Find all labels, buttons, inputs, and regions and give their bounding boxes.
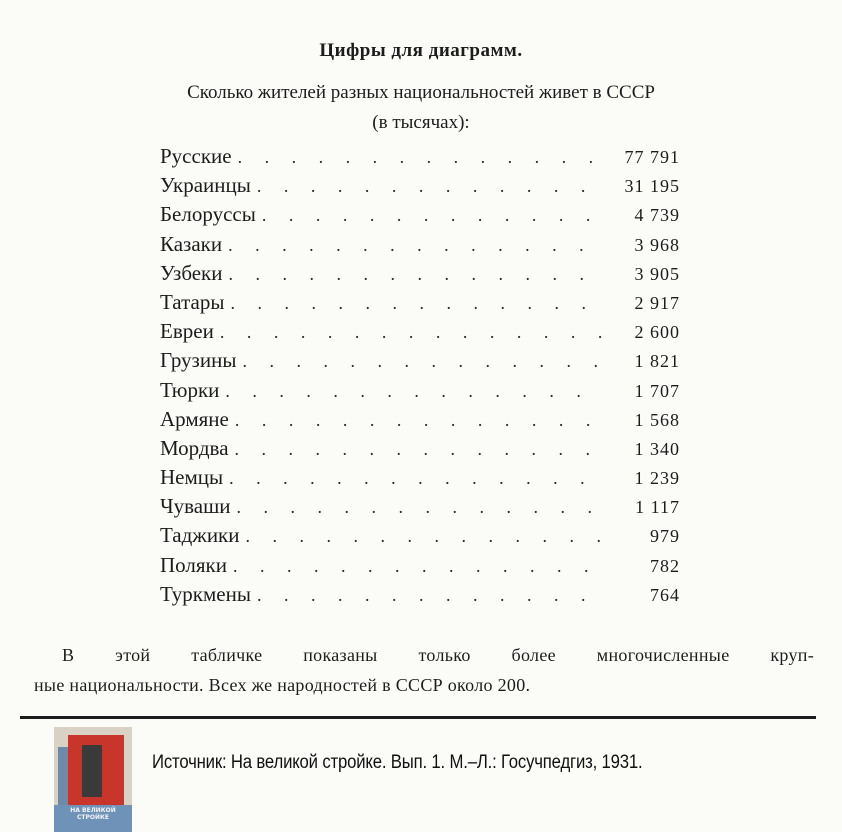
population-value: 782	[650, 555, 680, 576]
dot-leader	[242, 347, 604, 376]
nationality-name: Узбеки	[160, 260, 223, 285]
population-value: 3 905	[634, 263, 680, 284]
footnote-paragraph	[34, 640, 814, 700]
cover-figure	[82, 745, 102, 797]
divider	[20, 716, 816, 719]
footnote-line-1: В этой табличке показаны только более многочисленные круп-	[62, 645, 814, 665]
table-row	[160, 230, 680, 259]
dot-leader	[229, 260, 605, 289]
table-row	[160, 317, 680, 346]
dot-leader	[262, 201, 604, 230]
population-value: 1 568	[634, 409, 680, 430]
nationality-name: Грузины	[160, 348, 237, 373]
subtitle-line-2: (в тысячах):	[372, 112, 470, 133]
table-subtitle	[0, 78, 842, 138]
nationality-name: Русские	[160, 144, 232, 168]
dot-leader	[235, 406, 604, 435]
book-cover-thumbnail	[54, 727, 132, 832]
dot-leader	[220, 318, 604, 347]
table-row	[160, 492, 680, 521]
population-value: 4 739	[634, 205, 680, 226]
table-row	[160, 376, 680, 405]
dot-leader	[235, 435, 604, 464]
population-value: 3 968	[634, 234, 680, 255]
nationality-name: Украинцы	[160, 173, 251, 198]
nationality-name: Тюрки	[160, 377, 220, 402]
nationality-name: Татары	[160, 289, 225, 314]
subtitle-line-1: Сколько жителей разных национальностей живет в СССР	[187, 82, 655, 103]
table-row	[160, 288, 680, 317]
nationality-name: Армяне	[160, 406, 229, 431]
table-row	[160, 142, 680, 171]
dot-leader	[228, 231, 604, 260]
table-row	[160, 259, 680, 288]
population-value: 764	[650, 584, 680, 605]
nationality-name: Мордва	[160, 435, 229, 460]
cover-stripe	[58, 747, 68, 807]
footnote-line-2: ные национальности. Всех же народностей в СССР около 200.	[34, 675, 531, 695]
dot-leader	[225, 377, 604, 406]
nationality-name: Белоруссы	[160, 202, 256, 227]
population-value: 1 821	[634, 351, 680, 372]
nationality-name: Поляки	[160, 552, 227, 577]
nationality-table	[160, 142, 680, 609]
population-value: 1 340	[634, 438, 680, 459]
nationality-name: Немцы	[160, 465, 224, 490]
dot-leader	[238, 143, 604, 172]
dot-leader	[233, 552, 604, 581]
population-value: 979	[650, 526, 680, 547]
dot-leader	[237, 493, 604, 522]
population-value: 77 791	[624, 147, 680, 167]
cover-caption: НА ВЕЛИКОЙ СТРОЙКЕ	[70, 807, 116, 821]
table-row	[160, 521, 680, 550]
source-citation: Источник: На великой стройке. Вып. 1. М.–Л.: Госучпедгиз, 1931.	[152, 752, 643, 773]
nationality-name: Казаки	[160, 231, 223, 256]
nationality-name: Чуваши	[160, 494, 231, 519]
dot-leader	[257, 172, 604, 201]
nationality-name: Таджики	[160, 523, 240, 548]
table-row	[160, 580, 680, 609]
population-value: 1 707	[634, 380, 680, 401]
population-value: 1 239	[634, 468, 680, 489]
dot-leader	[246, 522, 605, 551]
table-row	[160, 200, 680, 229]
nationality-name: Туркмены	[160, 581, 251, 606]
page-title: Цифры для диаграмм.	[319, 40, 523, 61]
population-value: 2 917	[634, 292, 680, 313]
population-value: 1 117	[635, 497, 680, 518]
dot-leader	[257, 581, 604, 610]
population-value: 2 600	[634, 322, 680, 343]
dot-leader	[229, 464, 604, 493]
table-row	[160, 434, 680, 463]
population-value: 31 195	[624, 176, 680, 197]
nationality-name: Евреи	[160, 319, 214, 344]
table-row	[160, 346, 680, 375]
table-row	[160, 551, 680, 580]
table-row	[160, 405, 680, 434]
table-row	[160, 463, 680, 492]
table-row	[160, 171, 680, 200]
dot-leader	[230, 289, 604, 318]
